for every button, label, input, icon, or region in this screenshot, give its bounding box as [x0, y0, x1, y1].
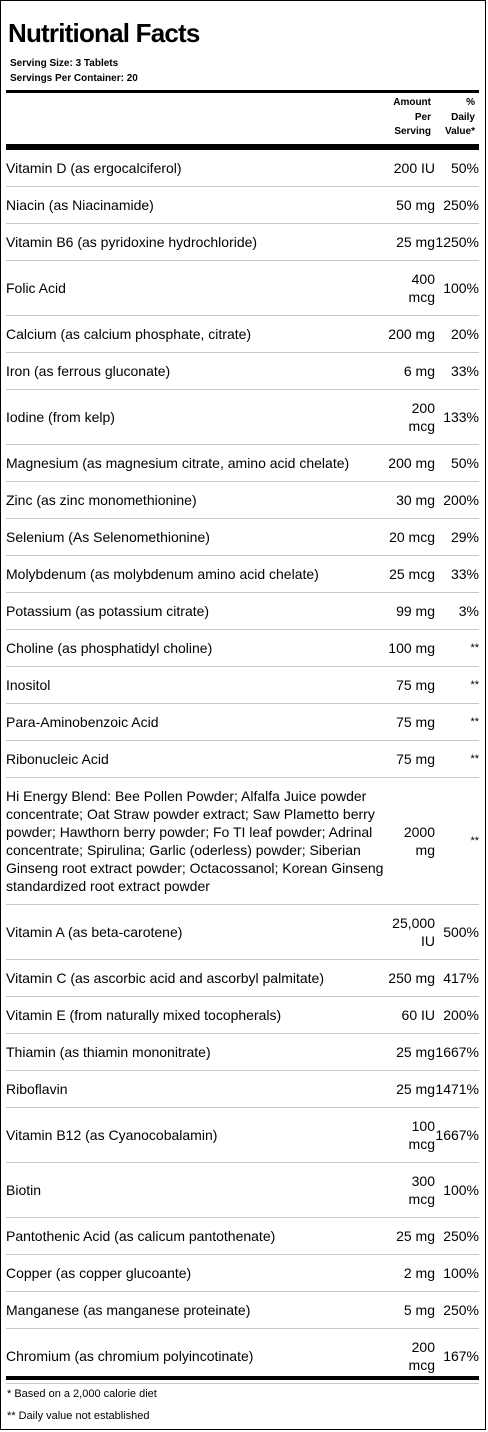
nutrient-amount: 75 mg [396, 714, 435, 730]
nutrient-amount: 250 mg [388, 970, 435, 986]
serving-size: Serving Size: 3 Tablets [10, 58, 119, 69]
nutrient-amount: 200 mg [388, 455, 435, 471]
nutrient-amount: 200 mcg [408, 1339, 435, 1373]
table-row [6, 445, 479, 482]
nutrient-daily-value: 1667% [435, 1127, 479, 1143]
nutrient-amount: 6 mg [403, 363, 435, 379]
table-row [6, 187, 479, 224]
nutrient-daily-value: 100% [443, 280, 479, 296]
nutrient-daily-value: 133% [443, 409, 479, 425]
table-row [6, 1292, 479, 1329]
nutrient-name: Folic Acid [6, 280, 66, 296]
footnote-not-established: ** Daily value not established [7, 1410, 150, 1422]
nutrient-name: Molybdenum (as molybdenum amino acid chelate) [6, 566, 319, 582]
table-row [6, 1255, 479, 1292]
nutrient-amount: 2000 mg [403, 824, 435, 858]
table-row [6, 1218, 479, 1255]
table-row [6, 353, 479, 390]
nutrient-name: Copper (as copper glucoante) [6, 1265, 192, 1281]
nutrient-amount: 200 mcg [408, 400, 435, 434]
nutrient-name: Selenium (As Selenomethionine) [6, 529, 210, 545]
nutrient-daily-value: 1250% [435, 234, 479, 250]
nutrient-name: Manganese (as manganese proteinate) [6, 1302, 251, 1318]
nutrient-amount: 25,000 IU [392, 915, 435, 949]
nutrient-name: Iodine (from kelp) [6, 409, 115, 425]
nutrient-daily-value: 20% [450, 326, 479, 342]
nutrient-amount: 200 IU [393, 160, 435, 176]
table-row [6, 1071, 479, 1108]
nutrient-name: Potassium (as potassium citrate) [6, 603, 210, 619]
nutrient-daily-value: ** [470, 679, 479, 691]
table-row [6, 997, 479, 1034]
nutrient-name: Biotin [6, 1182, 42, 1198]
nutrient-name: Iron (as ferrous gluconate) [6, 363, 171, 379]
bottom-divider [6, 1376, 479, 1380]
nutrient-amount: 30 mg [396, 492, 435, 508]
footnote-calorie: * Based on a 2,000 calorie diet [7, 1388, 157, 1400]
nutrient-amount: 50 mg [396, 197, 435, 213]
nutrient-daily-value: 250% [443, 1228, 479, 1244]
nutrient-name: Vitamin B6 (as pyridoxine hydrochloride) [6, 234, 258, 250]
table-row [6, 1108, 479, 1163]
nutrient-table [6, 150, 479, 1384]
nutrient-amount: 25 mcg [389, 566, 435, 582]
nutrient-name: Magnesium (as magnesium citrate, amino acid chelate) [6, 455, 350, 471]
nutrient-daily-value: 3% [458, 603, 479, 619]
daily-value-header-text: % Daily Value* [444, 97, 475, 137]
nutrient-amount: 400 mcg [408, 271, 435, 305]
nutrient-amount: 25 mg [396, 234, 435, 250]
nutrient-daily-value: 50% [450, 160, 479, 176]
nutrient-amount: 25 mg [396, 1228, 435, 1244]
nutrient-daily-value: ** [470, 835, 479, 847]
table-row [6, 482, 479, 519]
nutrient-daily-value: ** [470, 642, 479, 654]
nutrient-amount: 25 mg [396, 1081, 435, 1097]
nutrient-name: Calcium (as calcium phosphate, citrate) [6, 326, 252, 342]
nutrient-name: Hi Energy Blend: Bee Pollen Powder; Alfalfa Juice powder concentrate; Oat Straw powder extract; Saw Plametto berry powder; Hawthorn berry powder; Fo TI leaf powder; Adrinal concentrate; Spirulina; Garlic (oderless) powder; Siberian Ginseng root extract powder; Octacossanol; Korean Ginseng standardized root extract powder [6, 788, 384, 894]
nutrient-amount: 100 mcg [408, 1118, 435, 1152]
nutrient-daily-value: 200% [443, 492, 479, 508]
nutrient-amount: 75 mg [396, 751, 435, 767]
nutrient-name: Chromium (as chromium polyincotinate) [6, 1348, 254, 1364]
nutrient-daily-value: 33% [450, 363, 479, 379]
nutrient-daily-value: 33% [450, 566, 479, 582]
nutrient-daily-value: 1667% [435, 1044, 479, 1060]
nutrient-name: Zinc (as zinc monomethionine) [6, 492, 197, 508]
nutrient-name: Vitamin B12 (as Cyanocobalamin) [6, 1127, 218, 1143]
nutrient-daily-value: 500% [443, 924, 479, 940]
top-divider [6, 90, 479, 93]
table-row [6, 905, 479, 960]
table-row [6, 556, 479, 593]
nutrient-amount: 75 mg [396, 677, 435, 693]
table-row [6, 778, 479, 905]
nutrient-daily-value: ** [470, 716, 479, 728]
servings-per-container: Servings Per Container: 20 [10, 73, 138, 84]
nutrient-daily-value: 100% [443, 1182, 479, 1198]
nutrient-amount: 25 mg [396, 1044, 435, 1060]
table-row [6, 630, 479, 667]
nutrient-name: Niacin (as Niacinamide) [6, 197, 154, 213]
nutrient-amount: 100 mg [388, 640, 435, 656]
table-row [6, 519, 479, 556]
page-title: Nutritional Facts [8, 18, 200, 48]
nutrient-name: Vitamin E (from naturally mixed tocopherals) [6, 1007, 282, 1023]
table-row [6, 593, 479, 630]
nutrient-name: Vitamin D (as ergocalciferol) [6, 160, 182, 176]
nutrient-name: Choline (as phosphatidyl choline) [6, 640, 213, 656]
table-row [6, 224, 479, 261]
nutrient-name: Ribonucleic Acid [6, 751, 109, 767]
nutrient-daily-value: 250% [443, 1302, 479, 1318]
nutrient-name: Thiamin (as thiamin mononitrate) [6, 1044, 211, 1060]
table-row [6, 1163, 479, 1218]
table-row [6, 390, 479, 445]
table-row [6, 704, 479, 741]
nutrient-name: Para-Aminobenzoic Acid [6, 714, 159, 730]
nutrient-name: Vitamin C (as ascorbic acid and ascorbyl palmitate) [6, 970, 324, 986]
table-row [6, 261, 479, 316]
nutrient-amount: 60 IU [401, 1007, 435, 1023]
nutrient-amount: 200 mg [388, 326, 435, 342]
daily-value-header [437, 96, 475, 140]
table-row [6, 667, 479, 704]
nutrient-daily-value: 167% [443, 1348, 479, 1364]
nutrient-daily-value: 29% [450, 529, 479, 545]
nutrient-daily-value: 417% [443, 970, 479, 986]
nutrient-amount: 5 mg [403, 1302, 435, 1318]
table-row [6, 150, 479, 187]
amount-header-text: Amount Per Serving [393, 97, 431, 137]
nutrient-daily-value: ** [470, 753, 479, 765]
nutrient-name: Vitamin A (as beta-carotene) [6, 924, 183, 940]
table-row [6, 316, 479, 353]
amount-per-serving-header [377, 96, 431, 140]
nutrient-name: Inositol [6, 677, 51, 693]
nutrient-daily-value: 250% [443, 197, 479, 213]
nutrient-name: Pantothenic Acid (as calicum pantothenate) [6, 1228, 276, 1244]
table-row [6, 1034, 479, 1071]
nutrient-daily-value: 1471% [435, 1081, 479, 1097]
nutrient-amount: 20 mcg [389, 529, 435, 545]
table-row [6, 741, 479, 778]
nutrient-daily-value: 200% [443, 1007, 479, 1023]
nutrient-amount: 2 mg [403, 1265, 435, 1281]
nutrient-daily-value: 100% [443, 1265, 479, 1281]
nutrient-amount: 99 mg [396, 603, 435, 619]
nutrient-daily-value: 50% [450, 455, 479, 471]
nutrient-amount: 300 mcg [408, 1173, 435, 1207]
nutrient-name: Riboflavin [6, 1081, 68, 1097]
table-row [6, 960, 479, 997]
